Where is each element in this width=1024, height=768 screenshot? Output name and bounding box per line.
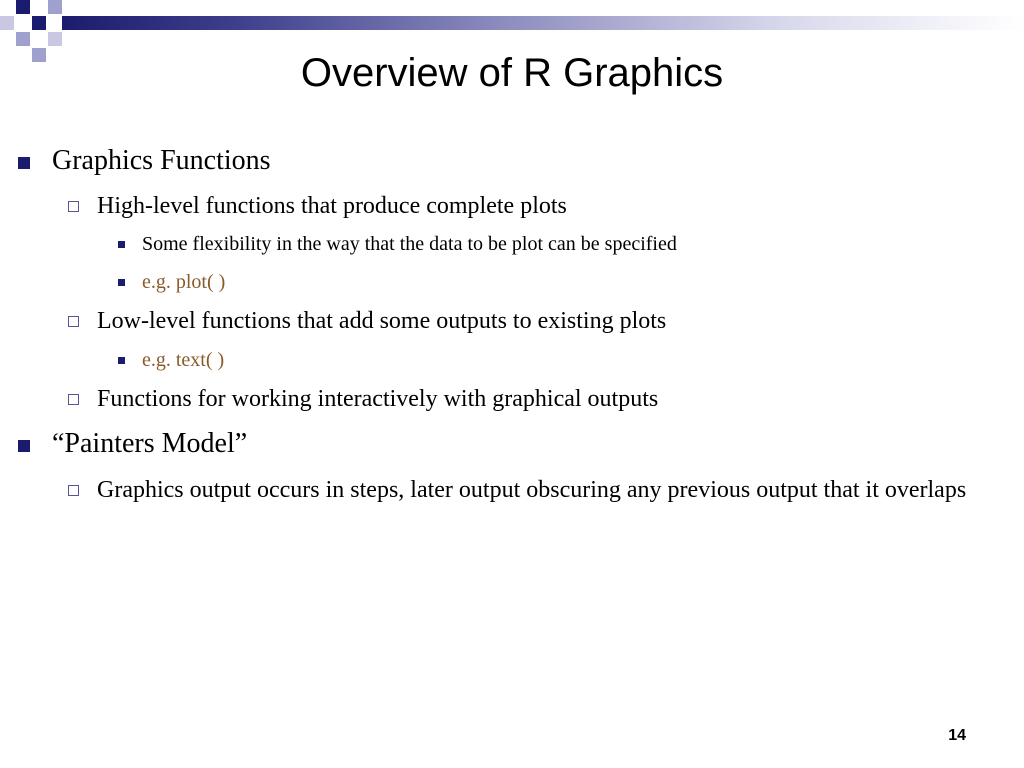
- page-number: 14: [948, 727, 966, 744]
- bullet-low-level: Low-level functions that add some outputs to existing plots: [97, 308, 667, 334]
- bullet-hollow-square-icon: [68, 394, 79, 405]
- bullet-flexibility: Some flexibility in the way that the data to be plot can be specified: [142, 233, 677, 255]
- bullet-hollow-square-icon: [68, 316, 79, 327]
- bullet-steps: Graphics output occurs in steps, later output obscuring any previous output that it overlaps: [97, 477, 967, 503]
- slide-title: Overview of R Graphics: [300, 51, 724, 95]
- bullet-eg-plot: e.g. plot( ): [142, 271, 226, 293]
- bullet-small-square-icon: [118, 357, 125, 364]
- bullet-high-level: High-level functions that produce complete plots: [97, 193, 567, 219]
- bullet-graphics-functions: Graphics Functions: [52, 145, 271, 176]
- bullet-small-square-icon: [118, 241, 125, 248]
- bullet-hollow-square-icon: [68, 485, 79, 496]
- bullet-square-icon: [18, 440, 30, 452]
- bullet-interactive: Functions for working interactively with graphical outputs: [97, 386, 659, 412]
- bullet-painters-model: “Painters Model”: [52, 428, 248, 459]
- bullet-eg-text: e.g. text( ): [142, 349, 225, 371]
- bullet-small-square-icon: [118, 279, 125, 286]
- bullet-hollow-square-icon: [68, 201, 79, 212]
- bullet-square-icon: [18, 157, 30, 169]
